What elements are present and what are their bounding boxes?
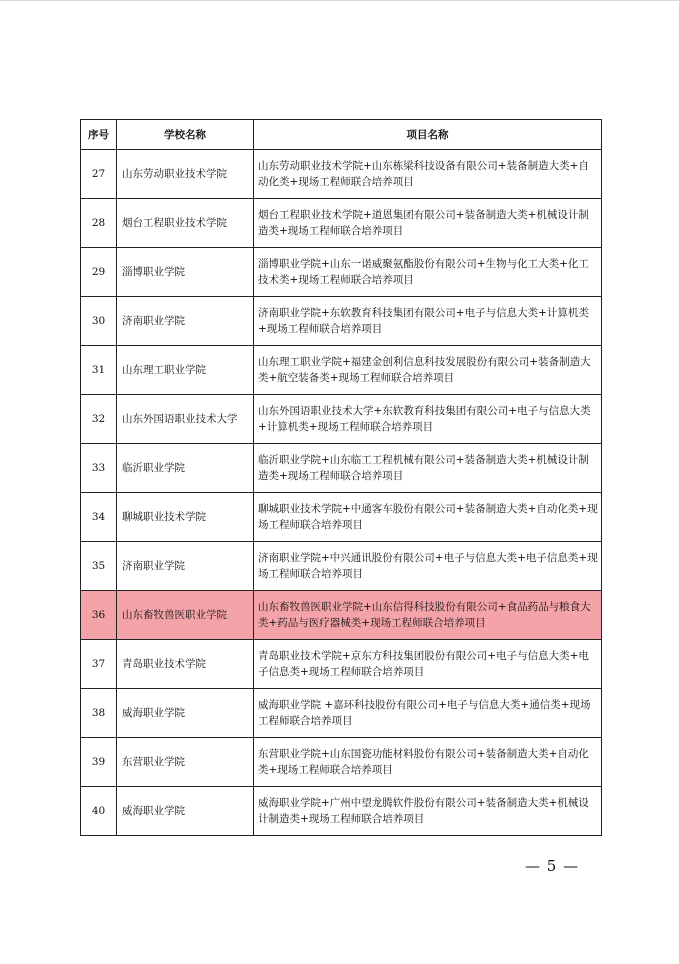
row-school: 山东畜牧兽医职业学院 xyxy=(117,591,254,640)
row-school: 烟台工程职业技术学院 xyxy=(117,199,254,248)
project-table xyxy=(80,119,602,836)
row-index: 30 xyxy=(81,297,117,346)
row-project: 威海职业学院 +嘉环科技股份有限公司+电子与信息大类+通信类+现场工程师联合培养项目 xyxy=(254,689,602,738)
row-index: 29 xyxy=(81,248,117,297)
page-number: — 5 — xyxy=(525,857,580,875)
row-project: 东营职业学院+山东国瓷功能材料股份有限公司+装备制造大类+自动化类+现场工程师联合培养项目 xyxy=(254,738,602,787)
table-row xyxy=(81,787,602,836)
row-index: 38 xyxy=(81,689,117,738)
row-project: 济南职业学院+中兴通讯股份有限公司+电子与信息大类+电子信息类+现场工程师联合培养项目 xyxy=(254,542,602,591)
row-index: 31 xyxy=(81,346,117,395)
row-project: 济南职业学院+东软教育科技集团有限公司+电子与信息大类+计算机类+现场工程师联合培养项目 xyxy=(254,297,602,346)
top-divider xyxy=(0,0,679,1)
row-school: 东营职业学院 xyxy=(117,738,254,787)
table-row xyxy=(81,738,602,787)
row-index: 27 xyxy=(81,150,117,199)
row-index: 37 xyxy=(81,640,117,689)
row-index: 32 xyxy=(81,395,117,444)
row-school: 聊城职业技术学院 xyxy=(117,493,254,542)
row-school: 济南职业学院 xyxy=(117,297,254,346)
row-project: 烟台工程职业技术学院+道恩集团有限公司+装备制造大类+机械设计制造类+现场工程师联合培养项目 xyxy=(254,199,602,248)
row-project: 山东外国语职业技术大学+东软教育科技集团有限公司+电子与信息大类+计算机类+现场工程师联合培养项目 xyxy=(254,395,602,444)
row-index: 36 xyxy=(81,591,117,640)
table-row xyxy=(81,150,602,199)
header-school: 学校名称 xyxy=(117,120,254,150)
row-index: 39 xyxy=(81,738,117,787)
table-row xyxy=(81,542,602,591)
row-school: 济南职业学院 xyxy=(117,542,254,591)
row-index: 33 xyxy=(81,444,117,493)
row-school: 淄博职业学院 xyxy=(117,248,254,297)
table-row xyxy=(81,346,602,395)
table-row xyxy=(81,199,602,248)
row-project: 山东劳动职业技术学院+山东栋梁科技设备有限公司+装备制造大类+自动化类+现场工程师联合培养项目 xyxy=(254,150,602,199)
table-row xyxy=(81,640,602,689)
row-school: 威海职业学院 xyxy=(117,689,254,738)
row-project: 聊城职业技术学院+中通客车股份有限公司+装备制造大类+自动化类+现场工程师联合培养项目 xyxy=(254,493,602,542)
row-index: 34 xyxy=(81,493,117,542)
row-school: 威海职业学院 xyxy=(117,787,254,836)
table-row xyxy=(81,297,602,346)
table-header-row xyxy=(81,120,602,150)
row-index: 35 xyxy=(81,542,117,591)
row-project: 山东畜牧兽医职业学院+山东信得科技股份有限公司+食品药品与粮食大类+药品与医疗器械类+现场工程师联合培养项目 xyxy=(254,591,602,640)
row-project: 山东理工职业学院+福建金创利信息科技发展股份有限公司+装备制造大类+航空装备类+现场工程师联合培养项目 xyxy=(254,346,602,395)
row-school: 临沂职业学院 xyxy=(117,444,254,493)
row-index: 28 xyxy=(81,199,117,248)
row-project: 青岛职业技术学院+京东方科技集团股份有限公司+电子与信息大类+电子信息类+现场工程师联合培养项目 xyxy=(254,640,602,689)
row-index: 40 xyxy=(81,787,117,836)
table-row xyxy=(81,689,602,738)
header-project: 项目名称 xyxy=(254,120,602,150)
row-school: 青岛职业技术学院 xyxy=(117,640,254,689)
header-index: 序号 xyxy=(81,120,117,150)
row-project: 临沂职业学院+山东临工工程机械有限公司+装备制造大类+机械设计制造类+现场工程师联合培养项目 xyxy=(254,444,602,493)
row-project: 淄博职业学院+山东一诺威聚氨酯股份有限公司+生物与化工大类+化工技术类+现场工程师联合培养项目 xyxy=(254,248,602,297)
table-row xyxy=(81,444,602,493)
row-project: 威海职业学院+广州中望龙腾软件股份有限公司+装备制造大类+机械设计制造类+现场工程师联合培养项目 xyxy=(254,787,602,836)
table-row xyxy=(81,248,602,297)
table-row xyxy=(81,493,602,542)
row-school: 山东理工职业学院 xyxy=(117,346,254,395)
table-row xyxy=(81,395,602,444)
row-school: 山东劳动职业技术学院 xyxy=(117,150,254,199)
row-school: 山东外国语职业技术大学 xyxy=(117,395,254,444)
table-row-highlighted xyxy=(81,591,602,640)
